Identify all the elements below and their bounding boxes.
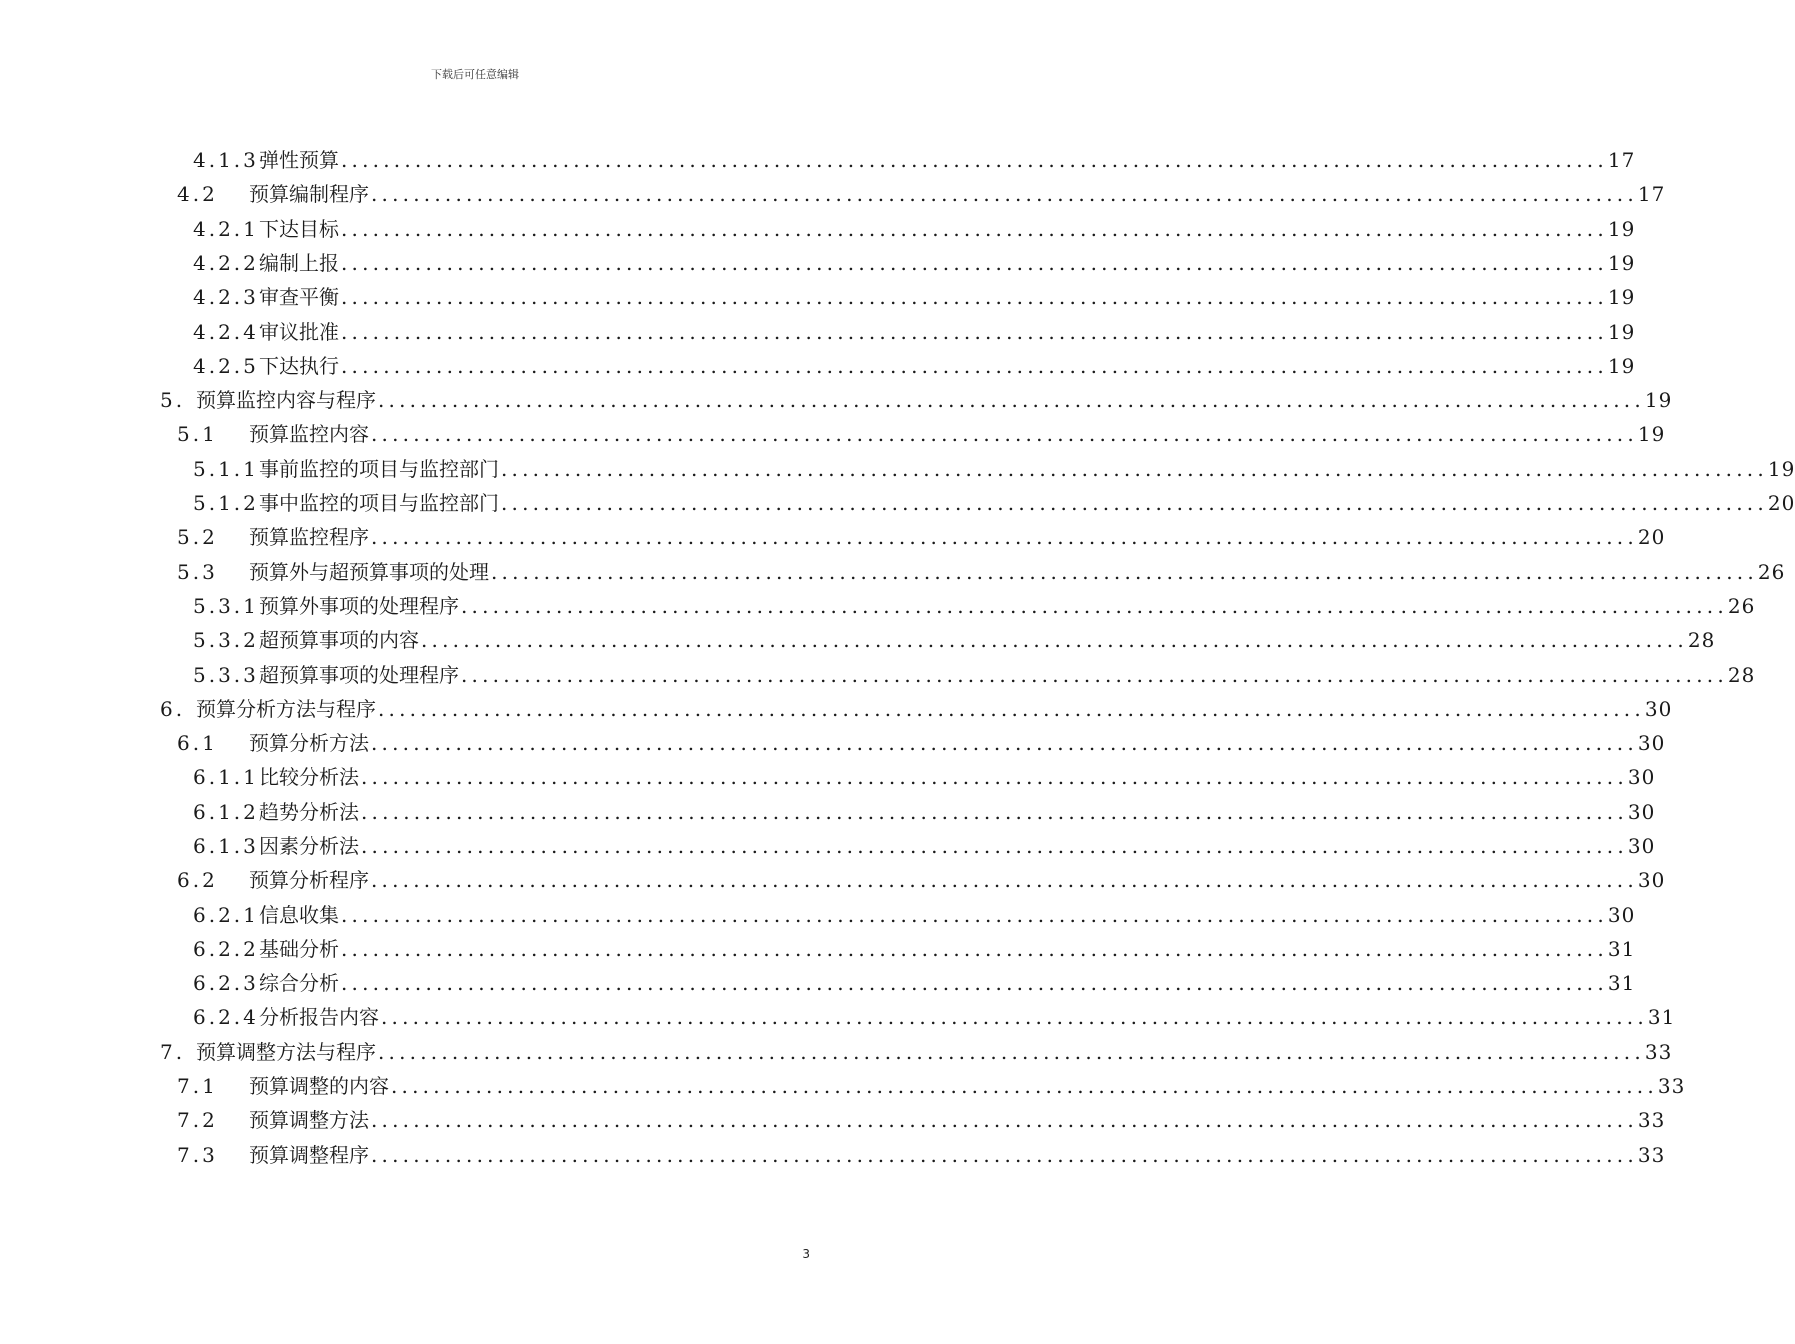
- toc-entry-number: 6.2: [177, 868, 218, 892]
- toc-entry[interactable]: [193, 760, 1656, 794]
- toc-entry-title: 超预算事项的处理程序: [259, 663, 459, 687]
- toc-entry[interactable]: [193, 246, 1636, 280]
- toc-entry-page: 20: [1767, 491, 1795, 515]
- toc-entry-page: 33: [1637, 1143, 1666, 1167]
- toc-entry-number: 7.3: [177, 1143, 218, 1167]
- toc-entry[interactable]: [193, 829, 1656, 863]
- toc-entry-page: 19: [1767, 457, 1795, 481]
- toc-entry-title: 下达执行: [259, 354, 339, 378]
- toc-dot-leader: ........................................................................................................................: [501, 491, 1768, 515]
- toc-entry-number: 4.2.5: [193, 354, 259, 378]
- toc-dot-leader: ........................................................................................................................: [341, 937, 1608, 961]
- toc-entry-number: 5.1.1: [193, 457, 259, 481]
- toc-dot-leader: ........................................................................................................................: [491, 560, 1758, 584]
- toc-entry-title: 因素分析法: [259, 834, 359, 858]
- toc-entry-title: 编制上报: [259, 251, 339, 275]
- toc-dot-leader: ........................................................................................................................: [341, 354, 1608, 378]
- toc-entry-number: 5.3.1: [193, 594, 259, 618]
- toc-entry-page: 30: [1637, 868, 1666, 892]
- toc-entry[interactable]: [193, 315, 1636, 349]
- toc-entry-title: 事中监控的项目与监控部门: [259, 491, 499, 515]
- toc-entry-title: 预算分析方法与程序: [196, 697, 376, 721]
- toc-entry-page: 30: [1637, 731, 1666, 755]
- toc-entry-page: 19: [1607, 217, 1636, 241]
- toc-entry-title: 审查平衡: [259, 285, 339, 309]
- toc-dot-leader: ........................................................................................................................: [341, 320, 1608, 344]
- toc-entry[interactable]: [177, 1138, 1666, 1172]
- toc-dot-leader: ........................................................................................................................: [371, 1108, 1638, 1132]
- toc-entry-title: 趋势分析法: [259, 800, 359, 824]
- toc-entry-title: 预算分析程序: [249, 868, 369, 892]
- toc-entry-number: 7.2: [177, 1108, 218, 1132]
- toc-entry[interactable]: [193, 932, 1636, 966]
- toc-entry-number: 4.1.3: [193, 148, 259, 172]
- toc-dot-leader: ........................................................................................................................: [341, 903, 1608, 927]
- toc-entry[interactable]: [193, 452, 1795, 486]
- toc-dot-leader: ........................................................................................................................: [381, 1005, 1648, 1029]
- toc-entry[interactable]: [193, 658, 1756, 692]
- toc-entry-number: 6.2.2: [193, 937, 259, 961]
- toc-entry-number: 6.2.3: [193, 971, 259, 995]
- toc-entry[interactable]: [160, 1035, 1673, 1069]
- toc-entry-title: 基础分析: [259, 937, 339, 961]
- header-note: 下载后可任意编辑: [431, 68, 519, 81]
- toc-entry-page: 19: [1637, 422, 1666, 446]
- toc-entry-page: 28: [1687, 628, 1716, 652]
- toc-entry[interactable]: [193, 486, 1795, 520]
- toc-entry-number: 5.3.2: [193, 628, 259, 652]
- toc-entry-page: 31: [1607, 971, 1636, 995]
- toc-entry-page: 19: [1607, 354, 1636, 378]
- toc-entry-title: 预算分析方法: [249, 731, 369, 755]
- toc-entry-title: 事前监控的项目与监控部门: [259, 457, 499, 481]
- toc-entry-number: 5.: [160, 388, 186, 412]
- toc-dot-leader: ........................................................................................................................: [361, 800, 1628, 824]
- toc-entry-number: 6.1.1: [193, 765, 259, 789]
- toc-entry[interactable]: [193, 898, 1636, 932]
- toc-entry[interactable]: [193, 589, 1756, 623]
- toc-dot-leader: ........................................................................................................................: [461, 663, 1728, 687]
- toc-entry-title: 审议批准: [259, 320, 339, 344]
- toc-entry-page: 33: [1637, 1108, 1666, 1132]
- toc-dot-leader: ........................................................................................................................: [391, 1074, 1658, 1098]
- toc-entry[interactable]: [177, 863, 1666, 897]
- toc-entry-page: 30: [1627, 800, 1656, 824]
- toc-entry[interactable]: [160, 692, 1673, 726]
- toc-dot-leader: ........................................................................................................................: [341, 148, 1608, 172]
- toc-dot-leader: ........................................................................................................................: [341, 217, 1608, 241]
- page-number: 3: [802, 1247, 810, 1261]
- toc-entry-title: 综合分析: [259, 971, 339, 995]
- toc-entry-number: 4.2.3: [193, 285, 259, 309]
- toc-entry-number: 5.1: [177, 422, 218, 446]
- toc-dot-leader: ........................................................................................................................: [461, 594, 1728, 618]
- toc-entry[interactable]: [193, 623, 1716, 657]
- toc-entry-title: 预算编制程序: [249, 182, 369, 206]
- toc-entry-number: 7.: [160, 1040, 186, 1064]
- toc-entry-title: 预算调整程序: [249, 1143, 369, 1167]
- toc-entry[interactable]: [177, 555, 1786, 589]
- toc-entry[interactable]: [193, 966, 1636, 1000]
- toc-entry-page: 33: [1644, 1040, 1673, 1064]
- toc-entry-number: 5.3: [177, 560, 218, 584]
- toc-entry-page: 19: [1607, 251, 1636, 275]
- toc-entry-page: 33: [1657, 1074, 1686, 1098]
- toc-entry-page: 30: [1644, 697, 1673, 721]
- toc-entry-page: 17: [1637, 182, 1666, 206]
- toc-entry-title: 预算调整的内容: [249, 1074, 389, 1098]
- toc-entry-title: 预算外与超预算事项的处理: [249, 560, 489, 584]
- toc-entry-number: 5.2: [177, 525, 218, 549]
- toc-dot-leader: ........................................................................................................................: [341, 971, 1608, 995]
- toc-entry-title: 预算调整方法: [249, 1108, 369, 1132]
- toc-entry-title: 下达目标: [259, 217, 339, 241]
- toc-dot-leader: ........................................................................................................................: [371, 422, 1638, 446]
- toc-entry[interactable]: [177, 520, 1666, 554]
- toc-entry-title: 预算监控程序: [249, 525, 369, 549]
- toc-entry-number: 4.2.4: [193, 320, 259, 344]
- toc-entry[interactable]: [177, 417, 1666, 451]
- toc-entry-number: 4.2.1: [193, 217, 259, 241]
- toc-entry-page: 20: [1637, 525, 1666, 549]
- toc-entry[interactable]: [177, 726, 1666, 760]
- toc-entry[interactable]: [193, 795, 1656, 829]
- toc-entry-page: 19: [1644, 388, 1673, 412]
- toc-entry-title: 信息收集: [259, 903, 339, 927]
- toc-entry-page: 31: [1607, 937, 1636, 961]
- toc-entry-title: 弹性预算: [259, 148, 339, 172]
- toc-entry-page: 31: [1647, 1005, 1676, 1029]
- toc-entry-page: 30: [1607, 903, 1636, 927]
- toc-dot-leader: ........................................................................................................................: [361, 765, 1628, 789]
- toc-dot-leader: ........................................................................................................................: [341, 285, 1608, 309]
- toc-entry-page: 19: [1607, 285, 1636, 309]
- toc-entry-number: 5.3.3: [193, 663, 259, 687]
- toc-entry-page: 26: [1727, 594, 1756, 618]
- toc-dot-leader: ........................................................................................................................: [371, 182, 1638, 206]
- toc-dot-leader: ........................................................................................................................: [378, 388, 1645, 412]
- toc-entry[interactable]: [193, 212, 1636, 246]
- toc-entry-title: 比较分析法: [259, 765, 359, 789]
- toc-entry-title: 预算调整方法与程序: [196, 1040, 376, 1064]
- toc-entry-page: 26: [1757, 560, 1786, 584]
- toc-entry-page: 19: [1607, 320, 1636, 344]
- toc-entry-number: 6.: [160, 697, 186, 721]
- toc-dot-leader: ........................................................................................................................: [341, 251, 1608, 275]
- toc-entry[interactable]: [177, 177, 1666, 211]
- toc-entry-title: 分析报告内容: [259, 1005, 379, 1029]
- toc-entry[interactable]: [177, 1103, 1666, 1137]
- toc-entry-page: 30: [1627, 765, 1656, 789]
- toc-dot-leader: ........................................................................................................................: [361, 834, 1628, 858]
- toc-entry-number: 6.2.4: [193, 1005, 259, 1029]
- toc-entry-page: 28: [1727, 663, 1756, 687]
- toc-dot-leader: ........................................................................................................................: [371, 868, 1638, 892]
- toc-entry-title: 预算监控内容与程序: [196, 388, 376, 412]
- toc-entry-number: 4.2.2: [193, 251, 259, 275]
- toc-entry-number: 6.1: [177, 731, 218, 755]
- toc-entry-number: 7.1: [177, 1074, 218, 1098]
- toc-dot-leader: ........................................................................................................................: [371, 1143, 1638, 1167]
- toc-entry-number: 6.1.2: [193, 800, 259, 824]
- toc-entry-number: 4.2: [177, 182, 218, 206]
- toc-entry-number: 5.1.2: [193, 491, 259, 515]
- toc-entry-page: 30: [1627, 834, 1656, 858]
- toc-entry-title: 预算监控内容: [249, 422, 369, 446]
- toc-entry[interactable]: [193, 1000, 1676, 1034]
- toc-dot-leader: ........................................................................................................................: [371, 731, 1638, 755]
- toc-dot-leader: ........................................................................................................................: [371, 525, 1638, 549]
- toc-entry-page: 17: [1607, 148, 1636, 172]
- toc-dot-leader: ........................................................................................................................: [378, 1040, 1645, 1064]
- toc-entry[interactable]: [193, 280, 1636, 314]
- toc-entry-title: 超预算事项的内容: [259, 628, 419, 652]
- toc-entry[interactable]: [160, 383, 1673, 417]
- toc-entry-number: 6.2.1: [193, 903, 259, 927]
- toc-entry[interactable]: [193, 143, 1636, 177]
- toc-dot-leader: ........................................................................................................................: [421, 628, 1688, 652]
- toc-entry-title: 预算外事项的处理程序: [259, 594, 459, 618]
- toc-entry-number: 6.1.3: [193, 834, 259, 858]
- toc-entry[interactable]: [177, 1069, 1686, 1103]
- toc-dot-leader: ........................................................................................................................: [501, 457, 1768, 481]
- toc-entry[interactable]: [193, 349, 1636, 383]
- toc-dot-leader: ........................................................................................................................: [378, 697, 1645, 721]
